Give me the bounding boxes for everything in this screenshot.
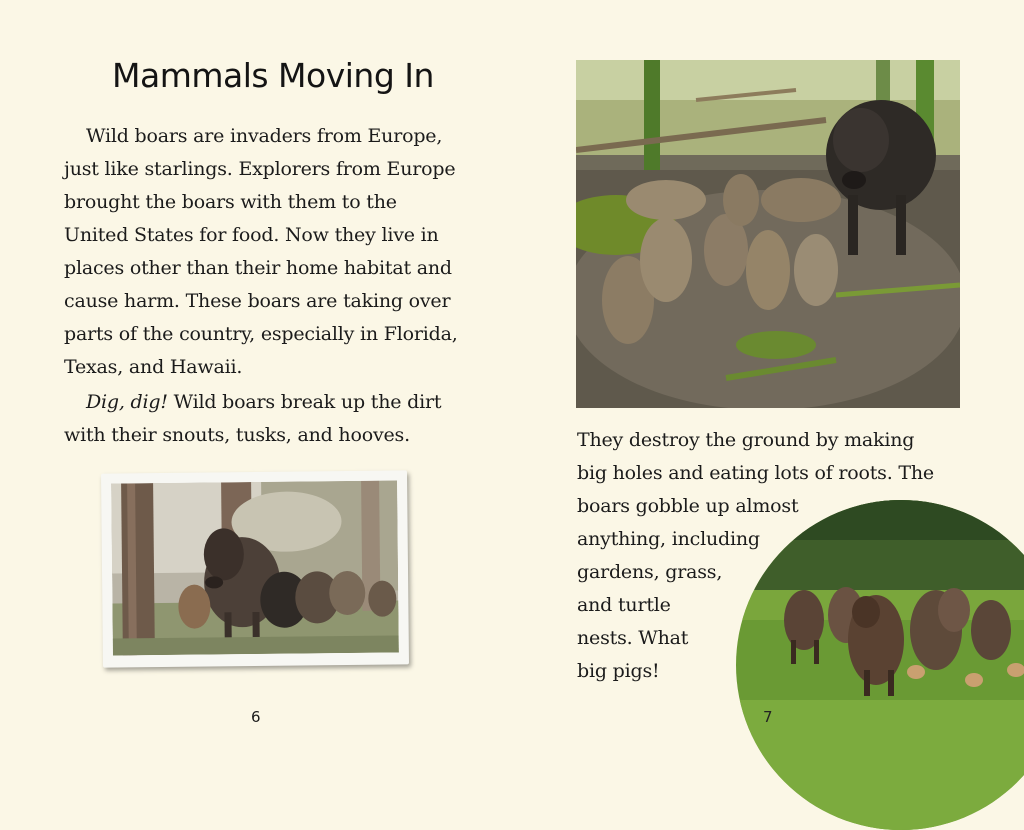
text-line: They destroy the ground by making: [577, 429, 915, 451]
right-page-text: [577, 424, 934, 688]
body-paragraph-2: [64, 386, 464, 452]
text-line: nests. What: [577, 627, 689, 649]
page-number-right: 7: [763, 708, 773, 726]
body-paragraph-1: [64, 120, 464, 384]
emphasis-text: Dig, dig!: [86, 391, 168, 413]
boar-family-photo-image: [111, 481, 399, 656]
left-page: [0, 0, 512, 768]
text-line: boars gobble up almost: [577, 495, 799, 517]
text-line: gardens, grass,: [577, 561, 723, 583]
text-line: anything, including: [577, 528, 760, 550]
body-paragraph-2-text: Wild boars break up the dirt with their snouts, tusks, and hooves.: [64, 391, 442, 446]
page-number-left: 6: [251, 708, 261, 726]
text-line: and turtle: [577, 594, 671, 616]
page-title: Mammals Moving In: [112, 56, 434, 95]
text-line: big holes and eating lots of roots. The: [577, 462, 934, 484]
boars-in-forest-photo: [576, 60, 960, 408]
boar-family-photo: [101, 470, 409, 667]
text-line: big pigs!: [577, 660, 660, 682]
body-paragraph-1-text: Wild boars are invaders from Europe, just like starlings. Explorers from Europe brought the boars with them to the United States for food. Now they live in places other than their home habitat and cause harm. These boars are taking over parts of the country, especially in Florida, Texas, and Hawaii.: [64, 125, 458, 378]
